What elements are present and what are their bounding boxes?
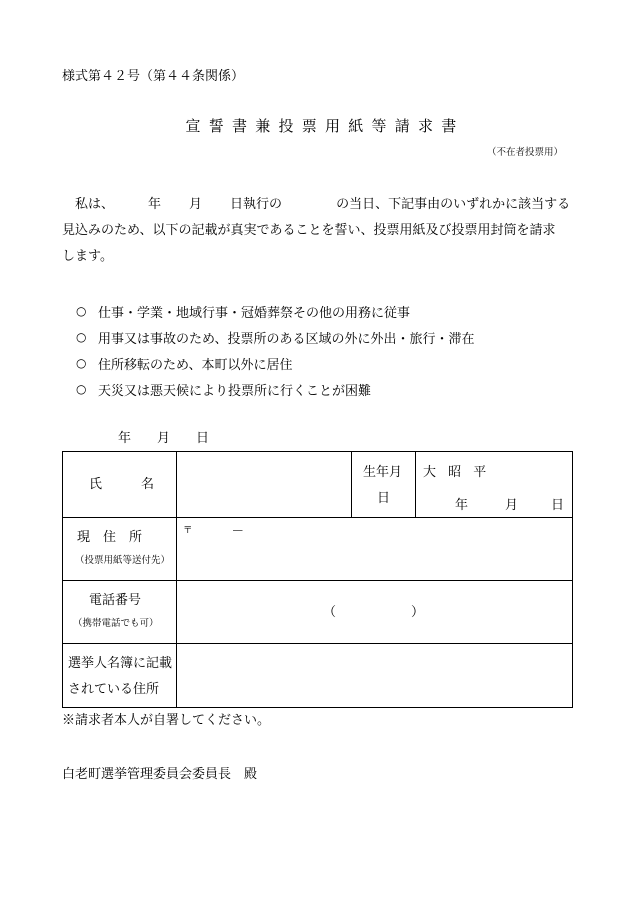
name-label-part-1: 氏 bbox=[89, 477, 103, 492]
reason-text: 天災又は悪天候により投票所に行くことが困難 bbox=[98, 383, 372, 399]
postal-dash: ― bbox=[233, 525, 243, 536]
address-input-cell[interactable] bbox=[177, 518, 572, 580]
declaration-year: 年 bbox=[148, 197, 162, 212]
registry-address-label-line-1: 選挙人名簿に記載 bbox=[68, 656, 173, 671]
era-options[interactable]: 大 昭 平 bbox=[423, 465, 491, 480]
address-label: 現 住 所 bbox=[77, 530, 143, 545]
bullet-circle-icon: ○ bbox=[76, 330, 87, 344]
declaration-day: 日執行の bbox=[230, 197, 283, 212]
reason-list bbox=[76, 298, 474, 402]
reason-item bbox=[76, 376, 474, 402]
declaration-paragraph bbox=[62, 192, 571, 270]
birth-label-part-1: 生年月 bbox=[363, 465, 403, 480]
registry-address-label-line-2: されている住所 bbox=[68, 682, 160, 697]
declaration-watashi: 私は、 bbox=[75, 197, 115, 212]
reason-item bbox=[76, 298, 474, 324]
reason-item bbox=[76, 324, 474, 350]
name-input-cell[interactable] bbox=[177, 452, 351, 517]
bullet-circle-icon: ○ bbox=[76, 356, 87, 370]
address-sublabel: （投票用紙等送付先） bbox=[75, 555, 171, 566]
form-number: 様式第４２号（第４４条関係） bbox=[62, 69, 245, 84]
date-year-label: 年 bbox=[118, 431, 132, 446]
bullet-circle-icon: ○ bbox=[76, 382, 87, 396]
reason-text: 用事又は事故のため、投票所のある区域の外に外出・旅行・滞在 bbox=[98, 331, 475, 347]
declaration-line-2: 見込みのため、以下の記載が真実であることを誓い、投票用紙及び投票用封筒を請求 bbox=[62, 223, 556, 238]
declaration-line-3: します。 bbox=[62, 249, 113, 264]
phone-input-cell[interactable] bbox=[177, 581, 572, 643]
addressee: 白老町選挙管理委員会委員長 殿 bbox=[62, 767, 258, 782]
bullet-circle-icon: ○ bbox=[76, 304, 87, 318]
declaration-rest: の当日、下記事由のいずれかに該当する bbox=[336, 197, 571, 212]
date-day-label: 日 bbox=[196, 431, 210, 446]
self-signature-note: ※請求者本人が自署してください。 bbox=[62, 713, 271, 728]
name-label-part-2: 名 bbox=[141, 477, 155, 492]
request-date-line bbox=[118, 432, 209, 445]
phone-sublabel: （携帯電話でも可） bbox=[73, 618, 159, 629]
date-month-label: 月 bbox=[157, 431, 171, 446]
reason-item bbox=[76, 350, 474, 376]
document-subtitle: （不在者投票用） bbox=[486, 147, 563, 158]
birth-label-part-2: 日 bbox=[377, 491, 391, 506]
phone-paren-close: ） bbox=[411, 605, 425, 620]
birth-month-label: 月 bbox=[505, 498, 519, 513]
phone-paren-open: （ bbox=[323, 605, 337, 620]
declaration-line-1 bbox=[62, 192, 571, 218]
reason-text: 仕事・学業・地域行事・冠婚葬祭その他の用務に従事 bbox=[98, 305, 411, 321]
phone-label: 電話番号 bbox=[89, 593, 142, 608]
postal-mark: 〒 bbox=[183, 525, 193, 536]
applicant-table bbox=[62, 451, 573, 708]
birth-day-label: 日 bbox=[551, 498, 565, 513]
birth-year-label: 年 bbox=[455, 498, 469, 513]
reason-text: 住所移転のため、本町以外に居住 bbox=[98, 357, 293, 373]
declaration-month: 月 bbox=[189, 197, 203, 212]
document-title: 宣誓書兼投票用紙等請求書 bbox=[185, 117, 465, 135]
registry-address-input-cell[interactable] bbox=[177, 644, 572, 707]
